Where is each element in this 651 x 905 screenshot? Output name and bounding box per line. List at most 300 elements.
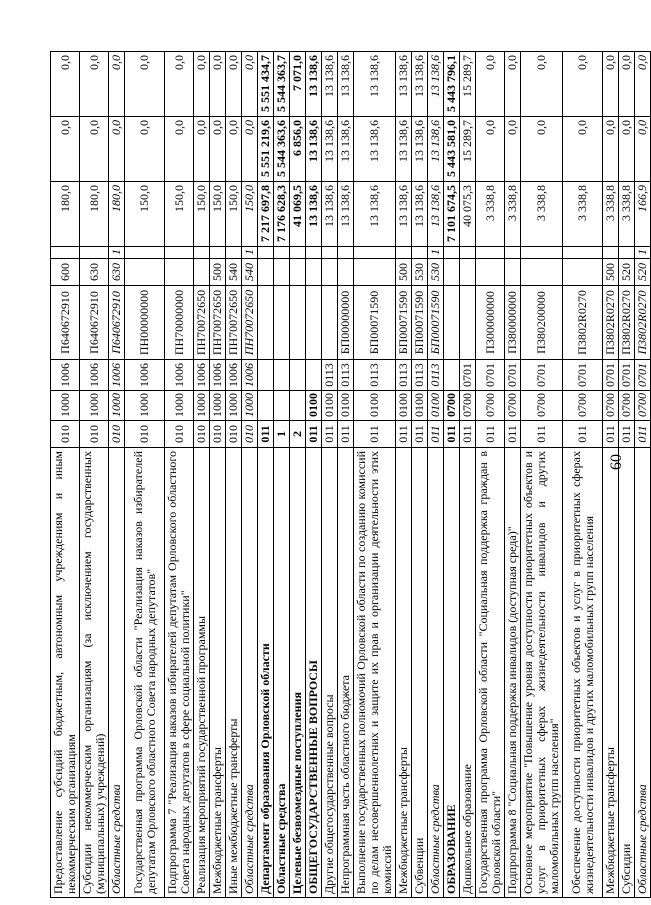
ministry-code: 010 bbox=[226, 421, 242, 448]
expense-type-code: 520 bbox=[635, 259, 651, 286]
source-code bbox=[412, 247, 428, 259]
expense-type-code bbox=[338, 259, 354, 286]
section-code: 0100 bbox=[428, 391, 444, 421]
subsection-code: 1006 bbox=[165, 360, 194, 391]
expense-type-code bbox=[521, 259, 563, 286]
subsection-code: 0701 bbox=[476, 360, 505, 391]
row-name: Областные средства bbox=[274, 448, 290, 898]
amount-year-3: 5 544 363,7 bbox=[274, 52, 290, 117]
row-name: Подпрограмма 8 "Социальная поддержка инвалидов (доступная среда)" bbox=[505, 448, 521, 898]
source-code bbox=[354, 247, 396, 259]
amount-year-2: 0,0 bbox=[635, 117, 651, 182]
target-code: ПН70072650 bbox=[226, 286, 242, 360]
target-code bbox=[290, 286, 306, 360]
table-row bbox=[165, 52, 194, 898]
ministry-code: 011 bbox=[635, 421, 651, 448]
section-code: 0100 bbox=[322, 391, 338, 421]
target-code bbox=[444, 286, 460, 360]
amount-year-2: 0,0 bbox=[619, 117, 635, 182]
row-name: Межбюджетные трансферты bbox=[210, 448, 226, 898]
amount-year-3: 0,0 bbox=[242, 52, 258, 117]
subsection-code: 0701 bbox=[460, 360, 476, 391]
source-code bbox=[165, 247, 194, 259]
amount-year-2: 0,0 bbox=[194, 117, 210, 182]
section-code bbox=[274, 391, 290, 421]
ministry-code: 011 bbox=[521, 421, 563, 448]
expense-type-code: 500 bbox=[396, 259, 412, 286]
amount-year-2: 0,0 bbox=[563, 117, 603, 182]
section-code: 0100 bbox=[354, 391, 396, 421]
row-name: Государственная программа Орловской области "Реализация наказов избирателей депутатам Орловского областного Совета народных депутатов" bbox=[125, 448, 165, 898]
table-row bbox=[338, 52, 354, 898]
amount-year-1: 7 217 697,8 bbox=[258, 182, 274, 247]
row-name: Иные межбюджетные трансферты bbox=[226, 448, 242, 898]
target-code: П3802R0270 bbox=[603, 286, 619, 360]
subsection-code: 1006 bbox=[242, 360, 258, 391]
amount-year-2: 6 856,0 bbox=[290, 117, 306, 182]
ministry-code: 011 bbox=[396, 421, 412, 448]
table-row bbox=[460, 52, 476, 898]
target-code: П3802R0270 bbox=[619, 286, 635, 360]
expense-type-code bbox=[290, 259, 306, 286]
amount-year-3: 5 443 796,1 bbox=[444, 52, 460, 117]
table-row bbox=[603, 52, 619, 898]
amount-year-1: 180,0 bbox=[109, 182, 125, 247]
source-code bbox=[396, 247, 412, 259]
amount-year-3: 0,0 bbox=[619, 52, 635, 117]
target-code: ПН70072650 bbox=[194, 286, 210, 360]
table-row bbox=[306, 52, 322, 898]
amount-year-1: 13 138,6 bbox=[354, 182, 396, 247]
target-code: БП00071590 bbox=[354, 286, 396, 360]
amount-year-3: 13 138,6 bbox=[396, 52, 412, 117]
amount-year-3: 13 138,6 bbox=[306, 52, 322, 117]
expense-type-code: 600 bbox=[51, 259, 80, 286]
target-code bbox=[322, 286, 338, 360]
row-name: Областные средства bbox=[428, 448, 444, 898]
section-code: 1000 bbox=[194, 391, 210, 421]
amount-year-3: 5 551 434,7 bbox=[258, 52, 274, 117]
ministry-code: 011 bbox=[563, 421, 603, 448]
ministry-code: 011 bbox=[428, 421, 444, 448]
amount-year-3: 0,0 bbox=[603, 52, 619, 117]
amount-year-3: 0,0 bbox=[51, 52, 80, 117]
subsection-code bbox=[444, 360, 460, 391]
table-body bbox=[51, 52, 651, 898]
subsection-code: 0113 bbox=[354, 360, 396, 391]
amount-year-1: 180,0 bbox=[51, 182, 80, 247]
expense-type-code bbox=[322, 259, 338, 286]
row-name: Государственная программа Орловской области "Социальная поддержка граждан в Орловской области" bbox=[476, 448, 505, 898]
expense-type-code: 630 bbox=[80, 259, 109, 286]
section-code: 0700 bbox=[476, 391, 505, 421]
section-code: 0100 bbox=[396, 391, 412, 421]
amount-year-1: 13 138,6 bbox=[306, 182, 322, 247]
amount-year-3: 0,0 bbox=[521, 52, 563, 117]
target-code: БП00000000 bbox=[338, 286, 354, 360]
section-code: 1000 bbox=[109, 391, 125, 421]
amount-year-2: 0,0 bbox=[226, 117, 242, 182]
amount-year-2: 13 138,6 bbox=[428, 117, 444, 182]
amount-year-2: 15 289,7 bbox=[460, 117, 476, 182]
amount-year-2: 0,0 bbox=[51, 117, 80, 182]
amount-year-2: 0,0 bbox=[521, 117, 563, 182]
amount-year-1: 166,9 bbox=[635, 182, 651, 247]
amount-year-3: 13 138,6 bbox=[428, 52, 444, 117]
budget-table-rotated bbox=[50, 52, 649, 898]
expense-type-code: 530 bbox=[412, 259, 428, 286]
amount-year-1: 40 075,3 bbox=[460, 182, 476, 247]
row-name: Субсидии некоммерческим организациям (за исключением государственных (муниципальных) учреждений) bbox=[80, 448, 109, 898]
source-code bbox=[563, 247, 603, 259]
amount-year-2: 5 443 581,0 bbox=[444, 117, 460, 182]
table-row bbox=[210, 52, 226, 898]
target-code: П380200000 bbox=[521, 286, 563, 360]
source-code bbox=[125, 247, 165, 259]
expense-type-code bbox=[563, 259, 603, 286]
row-name: Непрограммная часть областного бюджета bbox=[338, 448, 354, 898]
table-row bbox=[242, 52, 258, 898]
expense-type-code bbox=[460, 259, 476, 286]
table-row bbox=[51, 52, 80, 898]
ministry-code: 011 bbox=[505, 421, 521, 448]
table-row bbox=[428, 52, 444, 898]
ministry-code: 010 bbox=[194, 421, 210, 448]
amount-year-2: 13 138,6 bbox=[354, 117, 396, 182]
row-name: Субвенции bbox=[412, 448, 428, 898]
amount-year-1: 180,0 bbox=[80, 182, 109, 247]
amount-year-3: 13 138,6 bbox=[322, 52, 338, 117]
ministry-code: 011 bbox=[476, 421, 505, 448]
row-name: Областные средства bbox=[242, 448, 258, 898]
target-code: ПН00000000 bbox=[125, 286, 165, 360]
amount-year-3: 13 138,6 bbox=[338, 52, 354, 117]
ministry-code: 011 bbox=[322, 421, 338, 448]
ministry-code: 010 bbox=[210, 421, 226, 448]
amount-year-1: 41 069,5 bbox=[290, 182, 306, 247]
target-code: П640672910 bbox=[80, 286, 109, 360]
section-code bbox=[290, 391, 306, 421]
amount-year-3: 7 071,0 bbox=[290, 52, 306, 117]
source-code bbox=[306, 247, 322, 259]
amount-year-2: 0,0 bbox=[242, 117, 258, 182]
source-code: 1 bbox=[109, 247, 125, 259]
target-code bbox=[274, 286, 290, 360]
source-code bbox=[226, 247, 242, 259]
row-name: Субсидии bbox=[619, 448, 635, 898]
table-row bbox=[396, 52, 412, 898]
source-code bbox=[460, 247, 476, 259]
source-code: 1 bbox=[428, 247, 444, 259]
amount-year-3: 0,0 bbox=[165, 52, 194, 117]
amount-year-1: 7 176 628,3 bbox=[274, 182, 290, 247]
section-code: 0700 bbox=[603, 391, 619, 421]
table-row bbox=[80, 52, 109, 898]
amount-year-1: 13 138,6 bbox=[322, 182, 338, 247]
section-code: 0100 bbox=[412, 391, 428, 421]
source-code bbox=[210, 247, 226, 259]
amount-year-1: 3 338,8 bbox=[619, 182, 635, 247]
section-code: 1000 bbox=[210, 391, 226, 421]
table-row bbox=[444, 52, 460, 898]
amount-year-3: 0,0 bbox=[635, 52, 651, 117]
subsection-code: 0701 bbox=[505, 360, 521, 391]
source-code bbox=[505, 247, 521, 259]
expense-type-code bbox=[306, 259, 322, 286]
section-code: 0700 bbox=[635, 391, 651, 421]
amount-year-1: 3 338,8 bbox=[521, 182, 563, 247]
page-number: 60 bbox=[608, 454, 625, 470]
source-code bbox=[80, 247, 109, 259]
amount-year-1: 150,0 bbox=[242, 182, 258, 247]
row-name: Областные средства bbox=[635, 448, 651, 898]
row-name: Реализация мероприятий государственной программы bbox=[194, 448, 210, 898]
amount-year-1: 3 338,8 bbox=[505, 182, 521, 247]
amount-year-2: 13 138,6 bbox=[306, 117, 322, 182]
subsection-code bbox=[290, 360, 306, 391]
source-code bbox=[619, 247, 635, 259]
amount-year-1: 3 338,8 bbox=[603, 182, 619, 247]
table-row bbox=[226, 52, 242, 898]
subsection-code: 0701 bbox=[635, 360, 651, 391]
target-code: П3802R0270 bbox=[635, 286, 651, 360]
table-row bbox=[258, 52, 274, 898]
expense-type-code bbox=[165, 259, 194, 286]
target-code: П640672910 bbox=[51, 286, 80, 360]
target-code: П640672910 bbox=[109, 286, 125, 360]
amount-year-1: 150,0 bbox=[194, 182, 210, 247]
table-row bbox=[505, 52, 521, 898]
subsection-code: 0113 bbox=[428, 360, 444, 391]
target-code: ПН70000000 bbox=[165, 286, 194, 360]
amount-year-1: 13 138,6 bbox=[396, 182, 412, 247]
amount-year-3: 0,0 bbox=[476, 52, 505, 117]
row-name: ОБРАЗОВАНИЕ bbox=[444, 448, 460, 898]
section-code: 0700 bbox=[619, 391, 635, 421]
subsection-code: 1006 bbox=[51, 360, 80, 391]
section-code: 1000 bbox=[242, 391, 258, 421]
table-row bbox=[563, 52, 603, 898]
amount-year-3: 0,0 bbox=[226, 52, 242, 117]
target-code: П300000000 bbox=[476, 286, 505, 360]
ministry-code: 010 bbox=[165, 421, 194, 448]
expense-type-code: 540 bbox=[226, 259, 242, 286]
table-row bbox=[521, 52, 563, 898]
subsection-code: 1006 bbox=[194, 360, 210, 391]
table-row bbox=[194, 52, 210, 898]
row-name: Обеспечение доступности приоритетных объектов и услуг в приоритетных сферах жизнедеятельности инвалидов и других маломобильных групп населения bbox=[563, 448, 603, 898]
amount-year-2: 0,0 bbox=[109, 117, 125, 182]
ministry-code: 2 bbox=[290, 421, 306, 448]
section-code: 1000 bbox=[226, 391, 242, 421]
amount-year-1: 150,0 bbox=[165, 182, 194, 247]
target-code: БП00071590 bbox=[396, 286, 412, 360]
expense-type-code bbox=[125, 259, 165, 286]
amount-year-1: 150,0 bbox=[210, 182, 226, 247]
source-code bbox=[290, 247, 306, 259]
ministry-code: 010 bbox=[80, 421, 109, 448]
section-code: 1000 bbox=[125, 391, 165, 421]
ministry-code: 011 bbox=[258, 421, 274, 448]
expense-type-code: 500 bbox=[210, 259, 226, 286]
ministry-code: 010 bbox=[51, 421, 80, 448]
ministry-code: 011 bbox=[460, 421, 476, 448]
row-name: Межбюджетные трансферты bbox=[603, 448, 619, 898]
amount-year-1: 13 138,6 bbox=[412, 182, 428, 247]
amount-year-1: 13 138,6 bbox=[428, 182, 444, 247]
table-row bbox=[412, 52, 428, 898]
target-code: ПН70072650 bbox=[210, 286, 226, 360]
amount-year-3: 13 138,6 bbox=[412, 52, 428, 117]
subsection-code: 1006 bbox=[210, 360, 226, 391]
row-name: Выполнение государственных полномочий Орловской области по созданию комиссий по делам несовершеннолетних и защите их прав и организации деятельности этих комиссий bbox=[354, 448, 396, 898]
expense-type-code: 500 bbox=[603, 259, 619, 286]
subsection-code: 0701 bbox=[521, 360, 563, 391]
expense-type-code bbox=[444, 259, 460, 286]
section-code: 0100 bbox=[338, 391, 354, 421]
amount-year-3: 0,0 bbox=[563, 52, 603, 117]
table-row bbox=[109, 52, 125, 898]
source-code: 1 bbox=[242, 247, 258, 259]
section-code bbox=[258, 391, 274, 421]
amount-year-1: 3 338,8 bbox=[476, 182, 505, 247]
source-code bbox=[444, 247, 460, 259]
ministry-code: 011 bbox=[619, 421, 635, 448]
row-name: Областные средства bbox=[109, 448, 125, 898]
ministry-code: 011 bbox=[412, 421, 428, 448]
source-code bbox=[274, 247, 290, 259]
row-name: Дошкольное образование bbox=[460, 448, 476, 898]
ministry-code: 011 bbox=[354, 421, 396, 448]
section-code: 0700 bbox=[521, 391, 563, 421]
subsection-code: 0113 bbox=[396, 360, 412, 391]
subsection-code: 1006 bbox=[80, 360, 109, 391]
target-code: ПН70072650 bbox=[242, 286, 258, 360]
amount-year-3: 0,0 bbox=[109, 52, 125, 117]
source-code: 1 bbox=[635, 247, 651, 259]
amount-year-3: 0,0 bbox=[194, 52, 210, 117]
section-code: 1000 bbox=[165, 391, 194, 421]
target-code: П3802R0270 bbox=[563, 286, 603, 360]
amount-year-2: 5 551 219,6 bbox=[258, 117, 274, 182]
subsection-code: 0113 bbox=[322, 360, 338, 391]
subsection-code: 0113 bbox=[338, 360, 354, 391]
table-row bbox=[290, 52, 306, 898]
ministry-code: 011 bbox=[603, 421, 619, 448]
amount-year-2: 0,0 bbox=[80, 117, 109, 182]
ministry-code: 010 bbox=[125, 421, 165, 448]
section-code: 0700 bbox=[563, 391, 603, 421]
table-row bbox=[322, 52, 338, 898]
expense-type-code bbox=[274, 259, 290, 286]
target-code: БП00071590 bbox=[428, 286, 444, 360]
amount-year-2: 13 138,6 bbox=[412, 117, 428, 182]
amount-year-3: 0,0 bbox=[125, 52, 165, 117]
section-code: 1000 bbox=[51, 391, 80, 421]
source-code bbox=[603, 247, 619, 259]
target-code bbox=[460, 286, 476, 360]
expense-type-code bbox=[354, 259, 396, 286]
amount-year-2: 0,0 bbox=[125, 117, 165, 182]
amount-year-1: 150,0 bbox=[226, 182, 242, 247]
section-code: 0700 bbox=[505, 391, 521, 421]
amount-year-1: 7 101 674,5 bbox=[444, 182, 460, 247]
ministry-code: 011 bbox=[444, 421, 460, 448]
amount-year-1: 150,0 bbox=[125, 182, 165, 247]
subsection-code: 0701 bbox=[563, 360, 603, 391]
ministry-code: 010 bbox=[242, 421, 258, 448]
amount-year-2: 0,0 bbox=[476, 117, 505, 182]
row-name: ОБЩЕГОСУДАРСТВЕННЫЕ ВОПРОСЫ bbox=[306, 448, 322, 898]
amount-year-2: 5 544 363,6 bbox=[274, 117, 290, 182]
source-code bbox=[338, 247, 354, 259]
source-code bbox=[322, 247, 338, 259]
table-row bbox=[619, 52, 635, 898]
ministry-code: 010 bbox=[109, 421, 125, 448]
amount-year-2: 13 138,6 bbox=[322, 117, 338, 182]
target-code: БП00071590 bbox=[412, 286, 428, 360]
amount-year-2: 0,0 bbox=[210, 117, 226, 182]
source-code bbox=[476, 247, 505, 259]
expense-type-code bbox=[258, 259, 274, 286]
source-code bbox=[194, 247, 210, 259]
amount-year-1: 13 138,6 bbox=[338, 182, 354, 247]
subsection-code: 1006 bbox=[226, 360, 242, 391]
source-code bbox=[258, 247, 274, 259]
budget-table bbox=[50, 51, 651, 898]
ministry-code: 1 bbox=[274, 421, 290, 448]
amount-year-3: 0,0 bbox=[80, 52, 109, 117]
expense-type-code: 630 bbox=[109, 259, 125, 286]
section-code: 1000 bbox=[80, 391, 109, 421]
subsection-code bbox=[258, 360, 274, 391]
amount-year-3: 0,0 bbox=[210, 52, 226, 117]
table-row bbox=[635, 52, 651, 898]
subsection-code: 0113 bbox=[412, 360, 428, 391]
source-code bbox=[521, 247, 563, 259]
amount-year-2: 13 138,6 bbox=[396, 117, 412, 182]
target-code: П380000000 bbox=[505, 286, 521, 360]
expense-type-code bbox=[194, 259, 210, 286]
amount-year-3: 0,0 bbox=[505, 52, 521, 117]
subsection-code: 0701 bbox=[619, 360, 635, 391]
expense-type-code: 530 bbox=[428, 259, 444, 286]
row-name: Межбюджетные трансферты bbox=[396, 448, 412, 898]
table-row bbox=[274, 52, 290, 898]
row-name: Целевые безвозмездные поступления bbox=[290, 448, 306, 898]
amount-year-3: 13 138,6 bbox=[354, 52, 396, 117]
amount-year-2: 0,0 bbox=[505, 117, 521, 182]
target-code bbox=[306, 286, 322, 360]
table-row bbox=[354, 52, 396, 898]
subsection-code: 1006 bbox=[109, 360, 125, 391]
section-code: 0100 bbox=[306, 391, 322, 421]
section-code: 0700 bbox=[444, 391, 460, 421]
amount-year-2: 0,0 bbox=[603, 117, 619, 182]
row-name: Основное мероприятие "Повышение уровня доступности приоритетных объектов и услуг в приоритетных сферах жизнедеятельности инвалидов и других маломобильных групп населения" bbox=[521, 448, 563, 898]
target-code bbox=[258, 286, 274, 360]
expense-type-code: 540 bbox=[242, 259, 258, 286]
ministry-code: 011 bbox=[306, 421, 322, 448]
subsection-code bbox=[274, 360, 290, 391]
source-code bbox=[51, 247, 80, 259]
amount-year-1: 3 338,8 bbox=[563, 182, 603, 247]
amount-year-3: 15 289,7 bbox=[460, 52, 476, 117]
row-name: Предоставление субсидий бюджетным, автономным учреждениям и иным некоммерческим организациям bbox=[51, 448, 80, 898]
amount-year-2: 0,0 bbox=[165, 117, 194, 182]
subsection-code bbox=[306, 360, 322, 391]
table-row bbox=[476, 52, 505, 898]
